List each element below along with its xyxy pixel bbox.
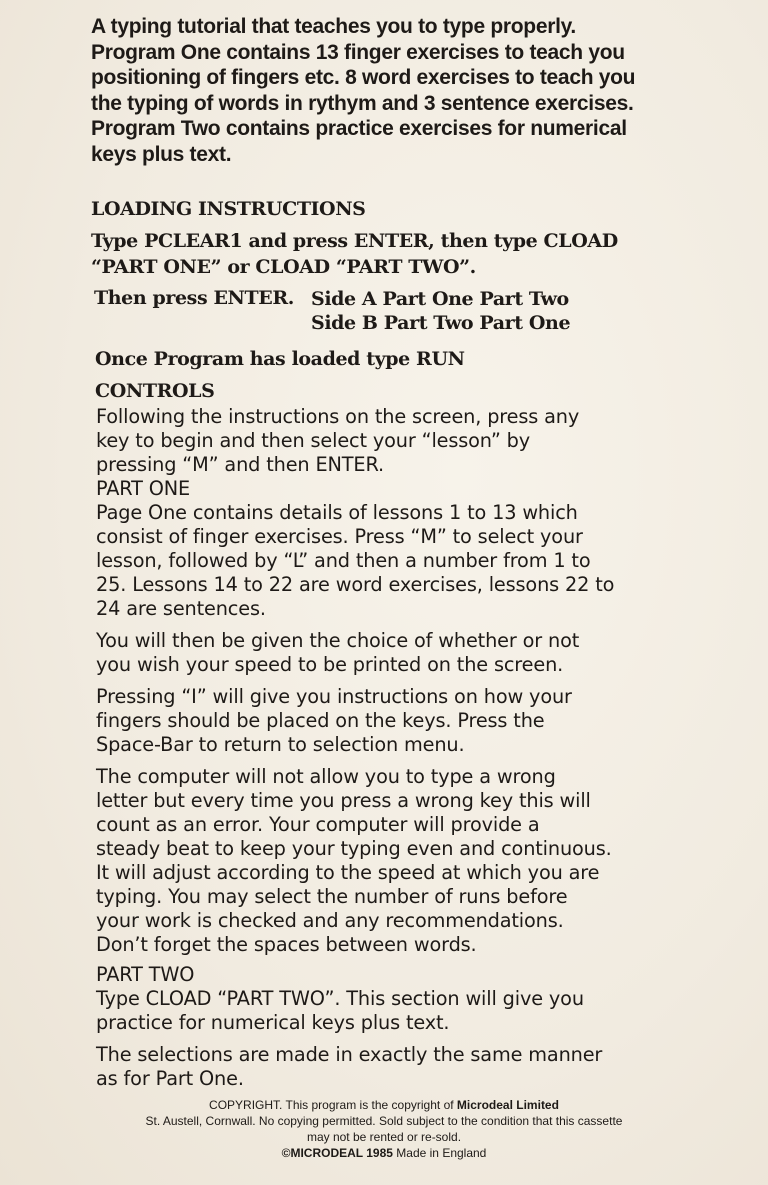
copyright-line-2: St. Austell, Cornwall. No copying permitted. Sold subject to the condition that this cassette	[145, 1114, 623, 1128]
part-two-heading: PART TWO	[96, 963, 195, 986]
loading-instructions-text: Type PCLEAR1 and press ENTER, then type CLOAD “PART ONE” or CLOAD “PART TWO”.	[91, 230, 618, 278]
copyright-prefix: COPYRIGHT. This program is the copyright of	[209, 1098, 457, 1112]
controls-paragraph-2: Page One contains details of lessons 1 to 13 which consist of finger exercises. Press “M” to select your lesson, followed by “L” and then a number from 1 to 25. Lessons 14 to 22 are word exercises, lessons 22 to 24 are sentences.	[96, 501, 615, 620]
then-press-enter: Then press ENTER.	[94, 287, 294, 309]
part-one-heading: PART ONE	[96, 477, 191, 500]
side-a-line: Side A Part One Part Two	[311, 288, 569, 310]
controls-paragraph-1: Following the instructions on the screen, press any key to begin and then select your “lesson” by pressing “M” and then ENTER.	[96, 405, 580, 476]
copyright-line-1	[0, 1097, 768, 1113]
copyright-notice	[0, 1097, 768, 1161]
controls-paragraph-5: The computer will not allow you to type a wrong letter but every time you press a wrong key this will count as an error. Your computer will provide a steady beat to keep your typing even and continuous. It will adjust according to the speed at which you are typing. You may select the number of runs before your work is checked and any recommendations. Don’t forget the spaces between words.	[96, 765, 612, 956]
once-loaded-line: Once Program has loaded type RUN	[95, 348, 465, 370]
copyright-brand: ©MICRODEAL 1985	[281, 1146, 393, 1160]
intro-paragraph: A typing tutorial that teaches you to type properly. Program One contains 13 finger exercises to teach you positioning of fingers etc. 8 word exercises to teach you the typing of words in rythym and 3 sentence exercises. Program Two contains practice exercises for numerical keys plus text.	[91, 15, 636, 166]
copyright-company: Microdeal Limited	[456, 1098, 559, 1112]
controls-heading: CONTROLS	[95, 380, 215, 402]
made-in-england: Made in England	[392, 1146, 487, 1160]
controls-paragraph-7: The selections are made in exactly the same manner as for Part One.	[96, 1043, 603, 1090]
side-list	[311, 287, 570, 335]
controls-paragraph-6: Type CLOAD “PART TWO”. This section will give you practice for numerical keys plus text.	[96, 987, 584, 1034]
controls-paragraph-4: Pressing “I” will give you instructions on how your fingers should be placed on the keys. Press the Space-Bar to return to selection menu.	[96, 685, 572, 756]
loading-instructions-heading: LOADING INSTRUCTIONS	[91, 198, 366, 220]
side-b-line: Side B Part Two Part One	[311, 312, 571, 334]
copyright-line-3: may not be rented or re-sold.	[306, 1130, 462, 1144]
controls-paragraph-3: You will then be given the choice of whether or not you wish your speed to be printed on the screen.	[96, 629, 580, 676]
copyright-line-4	[0, 1145, 768, 1161]
